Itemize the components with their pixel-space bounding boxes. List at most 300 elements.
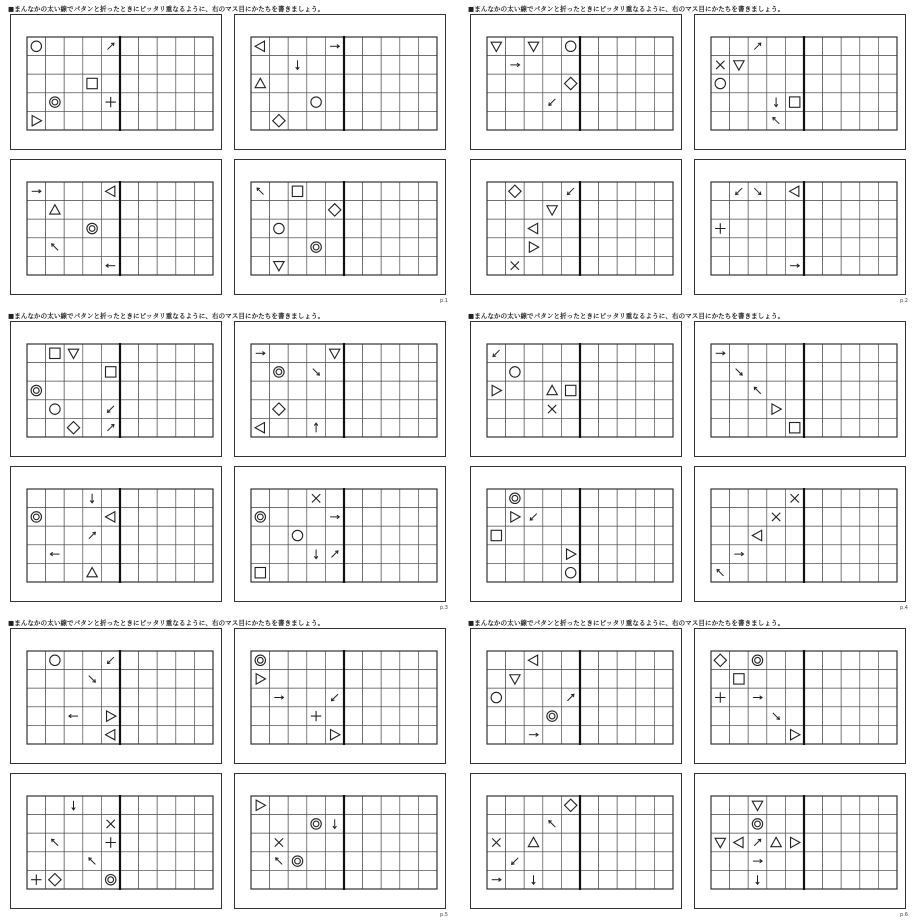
drawing-cell[interactable] [400, 201, 419, 220]
drawing-cell[interactable] [841, 418, 860, 437]
drawing-cell[interactable] [823, 707, 842, 726]
drawing-cell[interactable] [176, 418, 195, 437]
drawing-cell[interactable] [194, 381, 213, 400]
drawing-cell[interactable] [176, 815, 195, 834]
drawing-cell[interactable] [654, 870, 673, 889]
drawing-cell[interactable] [418, 489, 437, 508]
drawing-cell[interactable] [804, 688, 823, 707]
drawing-cell[interactable] [381, 526, 400, 545]
drawing-cell[interactable] [599, 651, 618, 670]
drawing-cell[interactable] [617, 381, 636, 400]
drawing-cell[interactable] [804, 489, 823, 508]
drawing-cell[interactable] [860, 93, 879, 112]
drawing-cell[interactable] [157, 870, 176, 889]
drawing-cell[interactable] [120, 182, 139, 201]
drawing-cell[interactable] [120, 93, 139, 112]
drawing-cell[interactable] [823, 201, 842, 220]
drawing-cell[interactable] [636, 508, 655, 527]
drawing-cell[interactable] [599, 363, 618, 382]
drawing-cell[interactable] [418, 201, 437, 220]
drawing-cell[interactable] [599, 508, 618, 527]
drawing-cell[interactable] [418, 815, 437, 834]
drawing-cell[interactable] [823, 344, 842, 363]
drawing-cell[interactable] [400, 833, 419, 852]
drawing-cell[interactable] [804, 545, 823, 564]
drawing-cell[interactable] [841, 815, 860, 834]
drawing-cell[interactable] [804, 93, 823, 112]
drawing-cell[interactable] [344, 545, 363, 564]
drawing-cell[interactable] [860, 219, 879, 238]
drawing-cell[interactable] [878, 508, 897, 527]
drawing-cell[interactable] [344, 707, 363, 726]
drawing-cell[interactable] [176, 238, 195, 257]
drawing-cell[interactable] [599, 815, 618, 834]
drawing-cell[interactable] [878, 545, 897, 564]
drawing-cell[interactable] [841, 508, 860, 527]
drawing-cell[interactable] [617, 93, 636, 112]
drawing-cell[interactable] [617, 256, 636, 275]
drawing-cell[interactable] [804, 418, 823, 437]
drawing-cell[interactable] [599, 37, 618, 56]
drawing-cell[interactable] [400, 545, 419, 564]
drawing-cell[interactable] [381, 344, 400, 363]
drawing-cell[interactable] [176, 37, 195, 56]
drawing-cell[interactable] [194, 219, 213, 238]
drawing-cell[interactable] [636, 651, 655, 670]
drawing-cell[interactable] [363, 833, 382, 852]
drawing-cell[interactable] [636, 563, 655, 582]
drawing-cell[interactable] [878, 93, 897, 112]
drawing-cell[interactable] [344, 815, 363, 834]
drawing-cell[interactable] [636, 707, 655, 726]
drawing-cell[interactable] [400, 870, 419, 889]
drawing-cell[interactable] [823, 833, 842, 852]
drawing-cell[interactable] [580, 489, 599, 508]
drawing-cell[interactable] [636, 37, 655, 56]
drawing-cell[interactable] [841, 363, 860, 382]
drawing-cell[interactable] [804, 526, 823, 545]
drawing-cell[interactable] [654, 833, 673, 852]
drawing-cell[interactable] [120, 526, 139, 545]
drawing-cell[interactable] [363, 526, 382, 545]
drawing-cell[interactable] [139, 74, 158, 93]
drawing-cell[interactable] [654, 74, 673, 93]
drawing-cell[interactable] [418, 563, 437, 582]
drawing-cell[interactable] [654, 111, 673, 130]
drawing-cell[interactable] [176, 256, 195, 275]
drawing-cell[interactable] [363, 418, 382, 437]
drawing-cell[interactable] [344, 870, 363, 889]
drawing-cell[interactable] [418, 381, 437, 400]
drawing-cell[interactable] [860, 707, 879, 726]
drawing-cell[interactable] [400, 526, 419, 545]
drawing-cell[interactable] [157, 56, 176, 75]
drawing-cell[interactable] [654, 796, 673, 815]
drawing-cell[interactable] [157, 489, 176, 508]
drawing-cell[interactable] [157, 725, 176, 744]
drawing-cell[interactable] [176, 833, 195, 852]
drawing-cell[interactable] [654, 381, 673, 400]
drawing-cell[interactable] [617, 725, 636, 744]
drawing-cell[interactable] [194, 400, 213, 419]
drawing-cell[interactable] [617, 670, 636, 689]
drawing-cell[interactable] [860, 545, 879, 564]
drawing-cell[interactable] [363, 111, 382, 130]
drawing-cell[interactable] [157, 526, 176, 545]
drawing-cell[interactable] [176, 707, 195, 726]
drawing-cell[interactable] [654, 670, 673, 689]
drawing-cell[interactable] [381, 833, 400, 852]
drawing-cell[interactable] [580, 815, 599, 834]
drawing-cell[interactable] [344, 489, 363, 508]
drawing-cell[interactable] [139, 256, 158, 275]
drawing-cell[interactable] [804, 508, 823, 527]
drawing-cell[interactable] [363, 256, 382, 275]
drawing-cell[interactable] [580, 563, 599, 582]
drawing-cell[interactable] [194, 418, 213, 437]
drawing-cell[interactable] [878, 670, 897, 689]
drawing-cell[interactable] [823, 870, 842, 889]
drawing-cell[interactable] [617, 852, 636, 871]
drawing-cell[interactable] [878, 489, 897, 508]
drawing-cell[interactable] [120, 815, 139, 834]
drawing-cell[interactable] [363, 563, 382, 582]
drawing-cell[interactable] [120, 688, 139, 707]
drawing-cell[interactable] [860, 111, 879, 130]
drawing-cell[interactable] [139, 508, 158, 527]
drawing-cell[interactable] [157, 37, 176, 56]
drawing-cell[interactable] [636, 219, 655, 238]
drawing-cell[interactable] [823, 381, 842, 400]
drawing-cell[interactable] [139, 182, 158, 201]
drawing-cell[interactable] [804, 815, 823, 834]
drawing-cell[interactable] [654, 56, 673, 75]
drawing-cell[interactable] [363, 725, 382, 744]
drawing-cell[interactable] [599, 852, 618, 871]
drawing-cell[interactable] [139, 651, 158, 670]
drawing-cell[interactable] [654, 725, 673, 744]
drawing-cell[interactable] [418, 852, 437, 871]
drawing-cell[interactable] [363, 201, 382, 220]
drawing-cell[interactable] [580, 93, 599, 112]
drawing-cell[interactable] [418, 56, 437, 75]
drawing-cell[interactable] [400, 563, 419, 582]
drawing-cell[interactable] [654, 418, 673, 437]
drawing-cell[interactable] [157, 381, 176, 400]
drawing-cell[interactable] [823, 363, 842, 382]
drawing-cell[interactable] [120, 418, 139, 437]
drawing-cell[interactable] [363, 707, 382, 726]
drawing-cell[interactable] [176, 111, 195, 130]
drawing-cell[interactable] [878, 526, 897, 545]
drawing-cell[interactable] [636, 833, 655, 852]
drawing-cell[interactable] [823, 418, 842, 437]
drawing-cell[interactable] [363, 489, 382, 508]
drawing-cell[interactable] [580, 400, 599, 419]
drawing-cell[interactable] [580, 56, 599, 75]
drawing-cell[interactable] [157, 508, 176, 527]
drawing-cell[interactable] [176, 563, 195, 582]
drawing-cell[interactable] [841, 37, 860, 56]
drawing-cell[interactable] [617, 418, 636, 437]
drawing-cell[interactable] [617, 815, 636, 834]
drawing-cell[interactable] [344, 670, 363, 689]
drawing-cell[interactable] [139, 489, 158, 508]
drawing-cell[interactable] [841, 201, 860, 220]
drawing-cell[interactable] [418, 418, 437, 437]
drawing-cell[interactable] [400, 400, 419, 419]
drawing-cell[interactable] [400, 238, 419, 257]
drawing-cell[interactable] [636, 400, 655, 419]
drawing-cell[interactable] [120, 870, 139, 889]
drawing-cell[interactable] [804, 238, 823, 257]
drawing-cell[interactable] [823, 688, 842, 707]
drawing-cell[interactable] [580, 381, 599, 400]
drawing-cell[interactable] [580, 707, 599, 726]
drawing-cell[interactable] [157, 796, 176, 815]
drawing-cell[interactable] [400, 418, 419, 437]
drawing-cell[interactable] [823, 182, 842, 201]
drawing-cell[interactable] [804, 400, 823, 419]
drawing-cell[interactable] [878, 400, 897, 419]
drawing-cell[interactable] [381, 670, 400, 689]
drawing-cell[interactable] [194, 238, 213, 257]
drawing-cell[interactable] [157, 344, 176, 363]
drawing-cell[interactable] [823, 238, 842, 257]
drawing-cell[interactable] [363, 651, 382, 670]
drawing-cell[interactable] [139, 201, 158, 220]
drawing-cell[interactable] [878, 651, 897, 670]
drawing-cell[interactable] [120, 344, 139, 363]
drawing-cell[interactable] [804, 344, 823, 363]
drawing-cell[interactable] [636, 796, 655, 815]
drawing-cell[interactable] [418, 870, 437, 889]
drawing-cell[interactable] [194, 489, 213, 508]
drawing-cell[interactable] [580, 74, 599, 93]
drawing-cell[interactable] [381, 563, 400, 582]
drawing-cell[interactable] [157, 670, 176, 689]
drawing-cell[interactable] [841, 182, 860, 201]
drawing-cell[interactable] [878, 870, 897, 889]
drawing-cell[interactable] [363, 74, 382, 93]
drawing-cell[interactable] [120, 670, 139, 689]
drawing-cell[interactable] [804, 563, 823, 582]
drawing-cell[interactable] [139, 833, 158, 852]
drawing-cell[interactable] [804, 852, 823, 871]
drawing-cell[interactable] [400, 815, 419, 834]
drawing-cell[interactable] [841, 563, 860, 582]
drawing-cell[interactable] [157, 400, 176, 419]
drawing-cell[interactable] [823, 508, 842, 527]
drawing-cell[interactable] [176, 400, 195, 419]
drawing-cell[interactable] [344, 400, 363, 419]
drawing-cell[interactable] [418, 833, 437, 852]
drawing-cell[interactable] [617, 37, 636, 56]
drawing-cell[interactable] [176, 344, 195, 363]
drawing-cell[interactable] [804, 670, 823, 689]
drawing-cell[interactable] [176, 74, 195, 93]
drawing-cell[interactable] [841, 381, 860, 400]
drawing-cell[interactable] [363, 688, 382, 707]
drawing-cell[interactable] [580, 688, 599, 707]
drawing-cell[interactable] [363, 93, 382, 112]
drawing-cell[interactable] [654, 201, 673, 220]
drawing-cell[interactable] [823, 526, 842, 545]
drawing-cell[interactable] [878, 238, 897, 257]
drawing-cell[interactable] [617, 219, 636, 238]
drawing-cell[interactable] [599, 182, 618, 201]
drawing-cell[interactable] [120, 238, 139, 257]
drawing-cell[interactable] [418, 545, 437, 564]
drawing-cell[interactable] [157, 111, 176, 130]
drawing-cell[interactable] [344, 111, 363, 130]
drawing-cell[interactable] [194, 37, 213, 56]
drawing-cell[interactable] [804, 833, 823, 852]
drawing-cell[interactable] [580, 796, 599, 815]
drawing-cell[interactable] [139, 56, 158, 75]
drawing-cell[interactable] [194, 815, 213, 834]
drawing-cell[interactable] [363, 56, 382, 75]
drawing-cell[interactable] [120, 201, 139, 220]
drawing-cell[interactable] [823, 37, 842, 56]
drawing-cell[interactable] [636, 56, 655, 75]
drawing-cell[interactable] [580, 651, 599, 670]
drawing-cell[interactable] [400, 182, 419, 201]
drawing-cell[interactable] [636, 363, 655, 382]
drawing-cell[interactable] [363, 238, 382, 257]
drawing-cell[interactable] [878, 74, 897, 93]
drawing-cell[interactable] [636, 256, 655, 275]
drawing-cell[interactable] [139, 870, 158, 889]
drawing-cell[interactable] [381, 201, 400, 220]
drawing-cell[interactable] [139, 111, 158, 130]
drawing-cell[interactable] [636, 852, 655, 871]
drawing-cell[interactable] [139, 707, 158, 726]
drawing-cell[interactable] [823, 725, 842, 744]
drawing-cell[interactable] [580, 670, 599, 689]
drawing-cell[interactable] [157, 707, 176, 726]
drawing-cell[interactable] [878, 256, 897, 275]
drawing-cell[interactable] [804, 707, 823, 726]
drawing-cell[interactable] [841, 238, 860, 257]
drawing-cell[interactable] [344, 37, 363, 56]
drawing-cell[interactable] [823, 489, 842, 508]
drawing-cell[interactable] [344, 563, 363, 582]
drawing-cell[interactable] [860, 670, 879, 689]
drawing-cell[interactable] [344, 526, 363, 545]
drawing-cell[interactable] [636, 74, 655, 93]
drawing-cell[interactable] [636, 182, 655, 201]
drawing-cell[interactable] [363, 870, 382, 889]
drawing-cell[interactable] [120, 74, 139, 93]
drawing-cell[interactable] [400, 111, 419, 130]
drawing-cell[interactable] [176, 363, 195, 382]
drawing-cell[interactable] [878, 219, 897, 238]
drawing-cell[interactable] [418, 400, 437, 419]
drawing-cell[interactable] [344, 256, 363, 275]
drawing-cell[interactable] [381, 796, 400, 815]
drawing-cell[interactable] [599, 833, 618, 852]
drawing-cell[interactable] [363, 852, 382, 871]
drawing-cell[interactable] [381, 400, 400, 419]
drawing-cell[interactable] [860, 256, 879, 275]
drawing-cell[interactable] [878, 725, 897, 744]
drawing-cell[interactable] [860, 238, 879, 257]
drawing-cell[interactable] [344, 725, 363, 744]
drawing-cell[interactable] [157, 74, 176, 93]
drawing-cell[interactable] [418, 93, 437, 112]
drawing-cell[interactable] [654, 852, 673, 871]
drawing-cell[interactable] [157, 219, 176, 238]
drawing-cell[interactable] [617, 74, 636, 93]
drawing-cell[interactable] [344, 238, 363, 257]
drawing-cell[interactable] [804, 381, 823, 400]
drawing-cell[interactable] [400, 852, 419, 871]
drawing-cell[interactable] [841, 670, 860, 689]
drawing-cell[interactable] [120, 363, 139, 382]
drawing-cell[interactable] [580, 256, 599, 275]
drawing-cell[interactable] [841, 833, 860, 852]
drawing-cell[interactable] [400, 508, 419, 527]
drawing-cell[interactable] [823, 852, 842, 871]
drawing-cell[interactable] [599, 670, 618, 689]
drawing-cell[interactable] [194, 833, 213, 852]
drawing-cell[interactable] [381, 870, 400, 889]
drawing-cell[interactable] [804, 725, 823, 744]
drawing-cell[interactable] [878, 182, 897, 201]
drawing-cell[interactable] [363, 400, 382, 419]
drawing-cell[interactable] [157, 418, 176, 437]
drawing-cell[interactable] [599, 796, 618, 815]
drawing-cell[interactable] [860, 74, 879, 93]
drawing-cell[interactable] [139, 670, 158, 689]
drawing-cell[interactable] [841, 526, 860, 545]
drawing-cell[interactable] [139, 526, 158, 545]
drawing-cell[interactable] [860, 508, 879, 527]
drawing-cell[interactable] [841, 688, 860, 707]
drawing-cell[interactable] [176, 93, 195, 112]
drawing-cell[interactable] [580, 111, 599, 130]
drawing-cell[interactable] [580, 870, 599, 889]
drawing-cell[interactable] [344, 688, 363, 707]
drawing-cell[interactable] [878, 37, 897, 56]
drawing-cell[interactable] [381, 725, 400, 744]
drawing-cell[interactable] [823, 670, 842, 689]
drawing-cell[interactable] [804, 219, 823, 238]
drawing-cell[interactable] [176, 870, 195, 889]
drawing-cell[interactable] [841, 219, 860, 238]
drawing-cell[interactable] [599, 545, 618, 564]
drawing-cell[interactable] [120, 381, 139, 400]
drawing-cell[interactable] [120, 508, 139, 527]
drawing-cell[interactable] [878, 796, 897, 815]
drawing-cell[interactable] [636, 545, 655, 564]
drawing-cell[interactable] [617, 526, 636, 545]
drawing-cell[interactable] [344, 381, 363, 400]
drawing-cell[interactable] [599, 381, 618, 400]
drawing-cell[interactable] [381, 651, 400, 670]
drawing-cell[interactable] [400, 670, 419, 689]
drawing-cell[interactable] [418, 256, 437, 275]
drawing-cell[interactable] [841, 344, 860, 363]
drawing-cell[interactable] [381, 256, 400, 275]
drawing-cell[interactable] [654, 489, 673, 508]
drawing-cell[interactable] [599, 489, 618, 508]
drawing-cell[interactable] [823, 796, 842, 815]
drawing-cell[interactable] [580, 833, 599, 852]
drawing-cell[interactable] [363, 670, 382, 689]
drawing-cell[interactable] [580, 418, 599, 437]
